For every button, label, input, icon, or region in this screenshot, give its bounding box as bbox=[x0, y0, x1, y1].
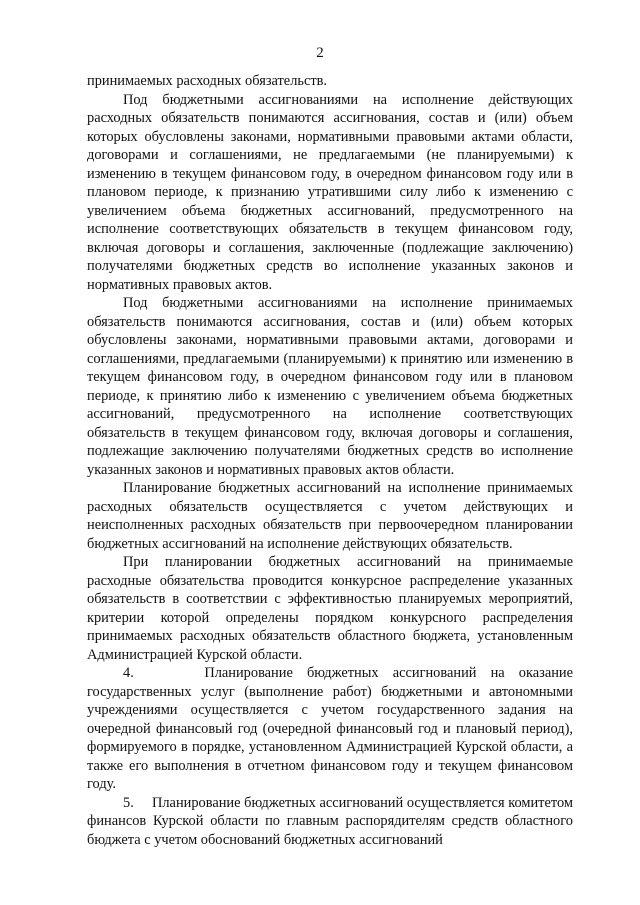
paragraph-competitive-distribution: При планировании бюджетных ассигнований на принимаемые расходные обязательства проводится конкурсное распределение указанных обязательств в соответствии с эффективностью планируемых мероприятий, критерии которой определены порядком конкурсного распределения принимаемых расходных обязательств областного бюджета, установленным Администрацией Курской области. bbox=[87, 554, 573, 663]
paragraph-accepted-obligations: Под бюджетными ассигнованиями на исполнение принимаемых обязательств понимаются ассигнования, состав и (или) объем которых обусловлены законами, нормативными правовыми актами, договорами и соглашениями, предлагаемыми (планируемыми) к принятию или изменению в текущем финансовом году, в очередном финансовом году или в плановом периоде, к принятию либо к изменению с увеличением объема бюджетных ассигнований, предусмотренного на исполнение соответствующих обязательств в текущем финансовом году, включая договоры и соглашения, подлежащие заключению получателями бюджетных средств во исполнение указанных законов и нормативных правовых актов области. bbox=[87, 295, 573, 478]
paragraph-item-5: 5. Планирование бюджетных ассигнований осуществляется комитетом финансов Курской области по главным распорядителям средств областного бюджета с учетом обоснований бюджетных ассигнований bbox=[87, 794, 573, 848]
page-number: 2 bbox=[316, 45, 324, 61]
paragraph-item-4: 4. Планирование бюджетных ассигнований на оказание государственных услуг (выполнение работ) бюджетными и автономными учреждениями осуществляется с учетом государственного задания на очередной финансовый год (очередной финансовый год и плановый период), формируемого в порядке, установленном Администрацией Курской области, а также его выполнения в отчетном финансовом году и текущем финансовом году. bbox=[87, 665, 573, 792]
paragraph-continuation: принимаемых расходных обязательств. bbox=[87, 73, 328, 89]
paragraph-planning-accepted: Планирование бюджетных ассигнований на исполнение принимаемых расходных обязательств осуществляется с учетом действующих и неисполненных расходных обязательств при первоочередном планировании бюджетных ассигнований на исполнение действующих обязательств. bbox=[87, 480, 573, 552]
paragraph-current-obligations: Под бюджетными ассигнованиями на исполнение действующих расходных обязательств понимаются ассигнования, состав и (или) объем которых обусловлены законами, нормативными правовыми актами области, договорами и соглашениями, не предлагаемыми (не планируемыми) к изменению в текущем финансовом году, в очередном финансовом году или в плановом периоде, к признанию утратившими силу либо к изменению с увеличением объема бюджетных ассигнований, предусмотренного на исполнение соответствующих обязательств в текущем финансовом году, включая договоры и соглашения, заключенные (подлежащие заключению) получателями бюджетных средств во исполнение указанных законов и нормативных правовых актов. bbox=[87, 91, 573, 293]
document-body bbox=[87, 72, 573, 849]
